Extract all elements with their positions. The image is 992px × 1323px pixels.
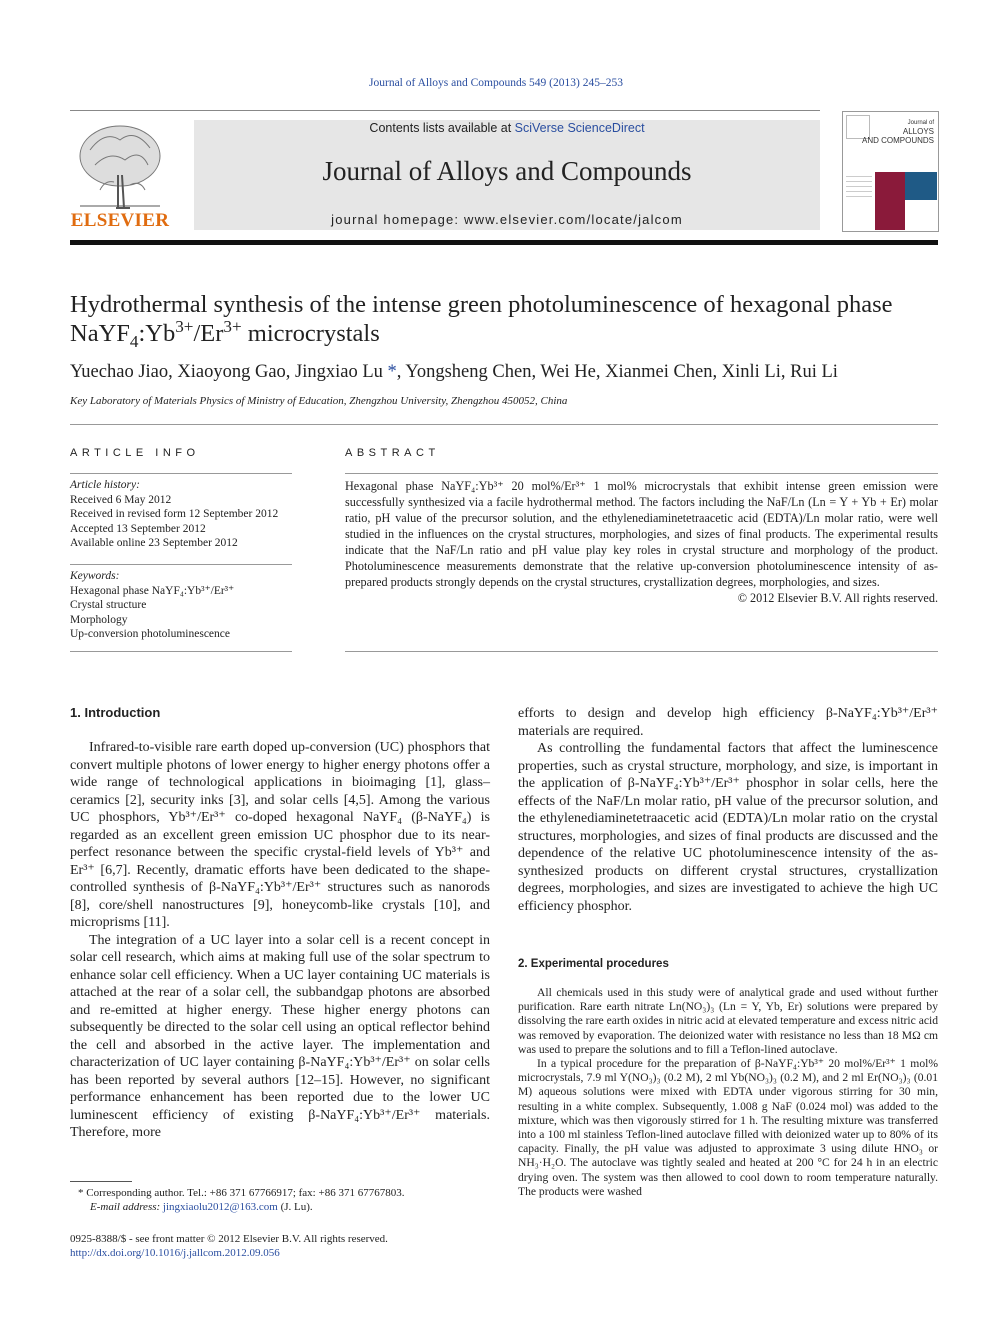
intro-column-2	[518, 705, 938, 915]
cover-red-block-lower	[875, 200, 905, 230]
journal-citation[interactable]: Journal of Alloys and Compounds 549 (2013) 245–253	[369, 77, 623, 89]
article-title: Hydrothermal synthesis of the intense green photoluminescence of hexagonal phase $NaYF_4:Yb^{3+}/Er^{3+}$ microcrystals	[70, 291, 893, 351]
section-heading-experimental: 2. Experimental procedures	[518, 958, 669, 970]
keywords-block: Keywords: Hexagonal phase NaYF₄:Yb³⁺/Er³⁺ Crystal structure Morphology Up-conversion photoluminescence	[70, 569, 300, 642]
intro-column-1	[70, 739, 490, 1142]
footnote-rule	[70, 1181, 132, 1182]
intro-paragraph: efforts to design and develop high efficiency β-NaYF₄:Yb³⁺/Er³⁺ materials are required.	[518, 706, 938, 739]
keyword: Hexagonal phase NaYF₄:Yb³⁺/Er³⁺	[70, 584, 235, 597]
intro-paragraph: As controlling the fundamental factors that affect the luminescence properties, such as crystal structure, morphology, and size, is important in the application of β-NaYF₄:Yb³⁺/Er³⁺ phosphor in solar cells, here the effects of the NaF/Ln molar ratio, pH value of the precursor solution, and the ethylenediaminetetraacetic acid (EDTA)/Ln molar ratio on the crystal structures, morphologies, and sizes of final products are discussed and the dependence of the relative UC photoluminescence intensity of the as-synthesized products on different crystal structures, crystallization degrees, morphologies, and sizes are investigated to achieve the high UC efficiency phosphor.	[518, 741, 938, 914]
article-info-bottom-rule	[70, 651, 292, 652]
abstract-copyright: © 2012 Elsevier B.V. All rights reserved.	[737, 591, 938, 605]
cover-text-lines	[846, 172, 872, 222]
keyword: Crystal structure	[70, 599, 147, 611]
experimental-paragraph: In a typical procedure for the preparation of β-NaYF₄:Yb³⁺ 20 mol%/Er³⁺ 1 mol% microcrystals, 7.9 ml Y(NO₃)₃ (0.2 M), 2 ml Yb(NO₃)₃ (0.2 M), and 2 ml Er(NO₃)₃ (0.01 M) aqueous solutions were mixed with EDTA under vigorous stirring for 30 min, resulting in a white complex. Subsequently, 1.008 g NaF (0.024 mol) was added to the mixture, which was then vigorously stirred for 1 h. The resulting mixture was transferred into a 100 ml stainless Teflon-lined autoclave filled with deionized water up to 80% of its capacity. Finally, the pH value was adjusted to approximate 3 using dilute HNO₃ or NH₃·H₂O. The autoclave was tightly sealed and heated at 200 °C for 24 h in an electric drying oven. The system was then allowed to cool down to room temperature naturally. The products were washed	[518, 1057, 938, 1198]
corresponding-author-star[interactable]: *	[382, 362, 397, 382]
header-top-rule	[70, 110, 820, 111]
title-divider	[70, 424, 938, 425]
journal-title: Journal of Alloys and Compounds	[322, 156, 692, 186]
abstract-heading: ABSTRACT	[345, 447, 440, 459]
cover-red-block	[875, 172, 905, 200]
affiliation: Key Laboratory of Materials Physics of Ministry of Education, Zhengzhou University, Zhengzhou 450052, China	[70, 395, 568, 407]
journal-cover-thumbnail[interactable]	[842, 111, 939, 232]
experimental-paragraph: All chemicals used in this study were of analytical grade and used without further purification. Rare earth nitrate Ln(NO₃)₃ (Ln = Y, Yb, Er) solutions were prepared by dissolving the rare earth oxides in nitric acid at elevated temperature and excess nitric acid was removed by evaporation. The deionized water with resistance no less than 18 MΩ cm was used to prepare the solutions and to fill a Teflon-lined autoclave.	[518, 986, 938, 1056]
journal-homepage[interactable]: journal homepage: www.elsevier.com/locate/jalcom	[331, 212, 683, 227]
section-heading-introduction: 1. Introduction	[70, 705, 161, 720]
contents-line: Contents lists available at SciVerse ScienceDirect	[369, 121, 645, 135]
cover-blue-block	[905, 172, 937, 200]
author-list: Yuechao Jiao, Xiaoyong Gao, Jingxiao Lu *, Yongsheng Chen, Wei He, Xianmei Chen, Xinli Li, Rui Li	[70, 362, 838, 382]
intro-paragraph: Infrared-to-visible rare earth doped up-conversion (UC) phosphors that convert multiple photons of lower energy to higher energy photons offer a wide range of technological applications in bioimaging [1], glass–ceramics [2], security inks [3], and solar cells [4,5]. Among the various UC phosphors, Yb³⁺/Er³⁺ co-doped hexagonal NaYF₄ (β-NaYF₄) is regarded as an excellent green emission UC phosphor due to its near-perfect resonance between the specific crystal-field levels of Yb³⁺ and Er³⁺ [6,7]. Recently, dramatic efforts have been dedicated to the shape-controlled synthesis of β-NaYF₄:Yb³⁺/Er³⁺ structures such as nanorods [8], core/shell nanostructures [9], honeycomb-like crystals [10], and microprisms [11].	[70, 740, 490, 930]
abstract-bottom-rule	[345, 651, 938, 652]
author-email-link[interactable]: jingxiaolu2012@163.com	[162, 1201, 278, 1213]
cover-title: Journal of ALLOYS AND COMPOUNDS	[861, 120, 934, 145]
footnote: * Corresponding author. Tel.: +86 371 67766917; fax: +86 371 67767803. E-mail address: jingxiaolu2012@163.com (J. Lu).	[78, 1187, 405, 1213]
elsevier-wordmark: ELSEVIER	[70, 210, 170, 231]
article-info-rule	[70, 473, 292, 474]
abstract-text: Hexagonal phase NaYF₄:Yb³⁺ 20 mol%/Er³⁺ 1 mol% microcrystals that exhibit intense green emission were successfully synthesized via a facile hydrothermal method. The factors including the NaF/Ln (Ln = Y + Yb + Er) molar ratio, pH value of the precursor solution, and the ethylenediaminetetraacetic acid (EDTA)/Ln molar ratio, were well studied in the influences on the crystal structures, morphologies, and sizes of final products. The experimental results indicate that the NaF/Ln ratio and pH value play key roles in crystal structure and morphology of the product. Photoluminescence measurements demonstrate that the relative up-conversion photoluminescence intensity of as-prepared products strongly depends on the crystal structures, crystallization degrees, morphologies, and sizes. © 2012 Elsevier B.V. All rights reserved.	[345, 479, 938, 605]
article-history: Article history: Received 6 May 2012 Received in revised form 12 September 2012 Accepted 13 September 2012 Available online 23 September 2012	[70, 479, 279, 549]
keyword: Morphology	[70, 613, 128, 626]
front-matter: 0925-8388/$ - see front matter © 2012 Elsevier B.V. All rights reserved. http://dx.doi.org/10.1016/j.jallcom.2012.09.056	[70, 1232, 490, 1260]
doi-link[interactable]: http://dx.doi.org/10.1016/j.jallcom.2012.09.056	[70, 1247, 280, 1259]
keyword: Up-conversion photoluminescence	[70, 628, 230, 640]
abstract-rule	[345, 473, 938, 474]
intro-paragraph: The integration of a UC layer into a solar cell is a recent concept in solar cell research, which aims at making full use of the solar spectrum to enhance solar cell efficiency. When a UC layer containing UC materials is attached at the rear of a solar cell, the subbandgap photons are absorbed and re-emitted at higher energy. These higher energy photons can subsequently be directed to the solar cell using an optical reflector behind the cell and absorbed in the active layer. The implementation and characterization of UC layer containing β-NaYF₄:Yb³⁺/Er³⁺ on solar cells has been reported by several authors [12–15]. However, no significant performance enhancement has been reported due to the lower UC luminescent efficiency of existing β-NaYF₄:Yb³⁺/Er³⁺ materials. Therefore, more	[70, 932, 490, 1140]
keywords-rule	[70, 564, 292, 565]
experimental-text	[518, 986, 938, 1199]
sciencedirect-link[interactable]: SciVerse ScienceDirect	[514, 121, 645, 135]
article-info-heading: ARTICLE INFO	[70, 447, 200, 459]
header-thick-rule	[70, 240, 938, 245]
